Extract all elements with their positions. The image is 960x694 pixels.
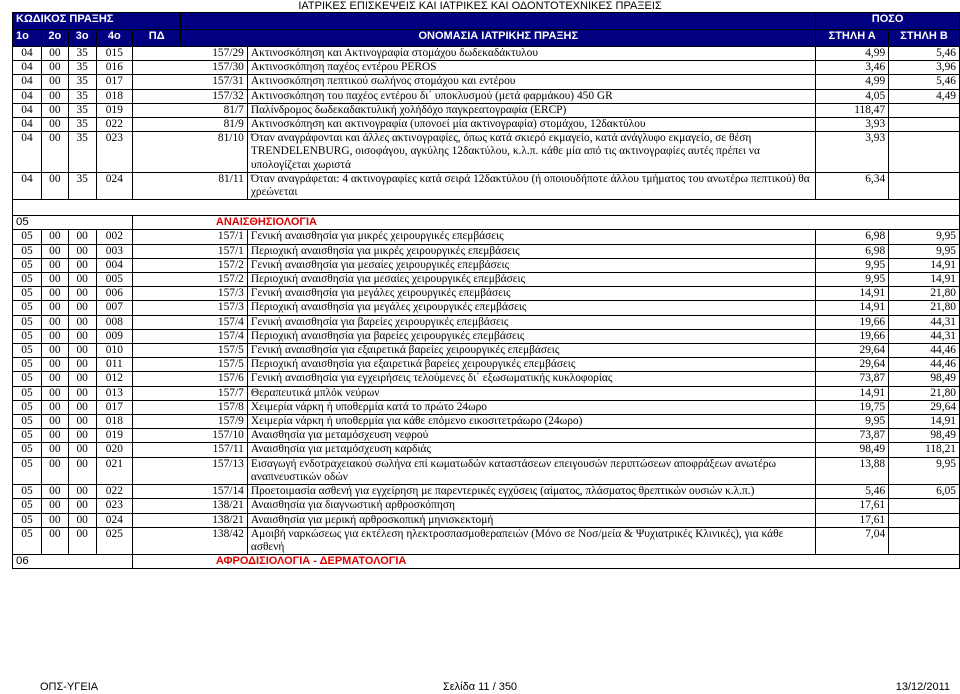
code-2-cell: 00 [41,485,68,499]
code-3-cell: 00 [68,485,96,499]
pd-reference-cell: 157/5 [133,358,248,372]
code-2-cell: 00 [41,315,68,329]
code-2-cell: 00 [41,358,68,372]
code-1-cell: 05 [13,513,42,527]
table-row [13,400,960,414]
table-row [13,499,960,513]
code-2-cell: 00 [41,386,68,400]
amount-a-cell: 9,95 [816,273,889,287]
code-group-header: ΚΩΔΙΚΟΣ ΠΡΑΞΗΣ [13,13,181,30]
table-row [13,429,960,443]
code-3-cell: 00 [68,344,96,358]
procedure-name-cell: Περιοχική αναισθησία για εξαιρετικά βαρείες χειρουργικές επεμβάσεις [247,358,815,372]
amount-a-cell: 9,95 [816,415,889,429]
code-2-cell: 00 [41,527,68,554]
procedures-table-sheet [12,12,960,665]
code-3-cell: 00 [68,499,96,513]
code-4-cell: 006 [96,287,132,301]
code-3-cell: 00 [68,329,96,343]
amount-b-cell: 9,95 [889,244,960,258]
column-header-b: ΣΤΗΛΗ Β [889,30,960,47]
column-header-2: 2ο [41,30,68,47]
code-4-cell: 003 [96,244,132,258]
pd-reference-cell: 157/4 [133,329,248,343]
procedure-name-cell: Ακτινοσκόπηση του παχέος εντέρου δι΄ υποκλυσμού (μετά φαρμάκου) 450 GR [247,89,815,103]
code-3-cell: 35 [68,132,96,173]
table-row [13,344,960,358]
code-4-cell: 024 [96,513,132,527]
column-header-4: 4ο [96,30,132,47]
amount-a-cell: 4,99 [816,47,889,61]
code-4-cell: 018 [96,415,132,429]
pd-reference-cell: 138/21 [133,513,248,527]
table-row [13,358,960,372]
procedure-name-cell: Ακτινοσκόπηση πεπτικού σωλήνος στομάχου και εντέρου [247,75,815,89]
code-4-cell: 025 [96,527,132,554]
amount-a-cell: 29,64 [816,344,889,358]
amount-b-cell: 44,46 [889,344,960,358]
procedure-name-cell: Γενική αναισθησία για μεγάλες χειρουργικές επεμβάσεις [247,287,815,301]
amount-group-header: ΠΟΣΟ [816,13,960,30]
code-2-cell: 00 [41,329,68,343]
table-row [13,244,960,258]
code-4-cell: 024 [96,172,132,199]
header-row-columns [13,30,960,47]
code-4-cell: 002 [96,230,132,244]
code-4-cell: 023 [96,132,132,173]
procedure-name-cell: Γενική αναισθησία για βαρείες χειρουργικές επεμβάσεις [247,315,815,329]
table-row [13,315,960,329]
code-2-cell: 00 [41,372,68,386]
pd-reference-cell: 157/2 [133,258,248,272]
pd-reference-cell: 157/30 [133,61,248,75]
amount-b-cell: 21,80 [889,386,960,400]
procedure-name-cell: Ακτινοσκόπηση παχέος εντέρου PEROS [247,61,815,75]
pd-reference-cell: 157/14 [133,485,248,499]
amount-a-cell: 17,61 [816,499,889,513]
code-2-cell: 00 [41,61,68,75]
code-2-cell: 00 [41,429,68,443]
code-3-cell: 35 [68,172,96,199]
code-4-cell: 017 [96,75,132,89]
section-code: 05 [13,216,133,230]
procedure-name-cell: Αναισθησία για μεταμόσχευση καρδιάς [247,443,815,457]
code-1-cell: 04 [13,61,42,75]
code-4-cell: 007 [96,301,132,315]
amount-b-cell: 98,49 [889,429,960,443]
section-title: ΑΦΡΟΔΙΣΙΟΛΟΓΙΑ - ΔΕΡΜΑΤΟΛΟΓΙΑ [181,555,960,569]
amount-b-cell: 44,31 [889,329,960,343]
code-1-cell: 05 [13,301,42,315]
section-row-06 [13,555,960,569]
amount-a-cell: 13,88 [816,457,889,484]
code-3-cell: 00 [68,315,96,329]
pd-reference-cell: 138/42 [133,527,248,554]
table-row [13,527,960,554]
pd-reference-cell: 157/13 [133,457,248,484]
table-row [13,329,960,343]
code-1-cell: 05 [13,415,42,429]
procedure-name-cell: Αναισθησία για μεταμόσχευση νεφρού [247,429,815,443]
amount-a-cell: 7,04 [816,527,889,554]
pd-reference-cell: 81/11 [133,172,248,199]
procedure-name-cell: Γενική αναισθησία για μεσαίες χειρουργικές επεμβάσεις [247,258,815,272]
code-3-cell: 00 [68,230,96,244]
code-3-cell: 00 [68,527,96,554]
procedure-name-cell: Ακτινοσκόπηση και ακτινογραφία (υπονοεί μία ακτινογραφία) στομάχου, 12δακτύλου [247,118,815,132]
footer-date: 13/12/2011 [895,681,950,693]
section-title: ΑΝΑΙΣΘΗΣΙΟΛΟΓΙΑ [181,216,960,230]
table-row [13,443,960,457]
table-row [13,230,960,244]
amount-b-cell: 5,46 [889,75,960,89]
code-1-cell: 05 [13,400,42,414]
procedure-name-cell: Αναισθησία για διαγνωστική αρθροσκόπηση [247,499,815,513]
amount-a-cell: 9,95 [816,258,889,272]
pd-reference-cell: 157/1 [133,230,248,244]
code-4-cell: 016 [96,61,132,75]
table-row [13,485,960,499]
amount-b-cell: 21,80 [889,301,960,315]
code-3-cell: 35 [68,103,96,117]
code-3-cell: 35 [68,75,96,89]
amount-a-cell: 6,98 [816,244,889,258]
amount-b-cell: 5,46 [889,47,960,61]
amount-a-cell: 3,93 [816,132,889,173]
code-1-cell: 05 [13,358,42,372]
procedures-table [12,12,960,569]
code-1-cell: 05 [13,372,42,386]
code-1-cell: 04 [13,172,42,199]
table-row [13,118,960,132]
code-2-cell: 00 [41,457,68,484]
code-2-cell: 00 [41,273,68,287]
code-4-cell: 004 [96,258,132,272]
code-3-cell: 00 [68,287,96,301]
section-05-rows [13,230,960,555]
table-row [13,47,960,61]
amount-b-cell: 14,91 [889,258,960,272]
code-2-cell: 00 [41,400,68,414]
code-3-cell: 00 [68,400,96,414]
amount-a-cell: 118,47 [816,103,889,117]
procedure-name-cell: Ακτινοσκόπηση και Ακτινογραφία στομάχου δωδεκαδάκτυλου [247,47,815,61]
code-2-cell: 00 [41,258,68,272]
code-4-cell: 013 [96,386,132,400]
code-3-cell: 00 [68,429,96,443]
code-3-cell: 00 [68,386,96,400]
pd-reference-cell: 157/3 [133,287,248,301]
amount-a-cell: 17,61 [816,513,889,527]
amount-b-cell: 44,46 [889,358,960,372]
code-3-cell: 35 [68,89,96,103]
amount-b-cell [889,132,960,173]
pd-reference-cell: 157/8 [133,400,248,414]
code-2-cell: 00 [41,118,68,132]
code-2-cell: 00 [41,499,68,513]
code-1-cell: 05 [13,344,42,358]
code-1-cell: 05 [13,386,42,400]
pd-reference-cell: 157/1 [133,244,248,258]
amount-a-cell: 6,34 [816,172,889,199]
code-1-cell: 04 [13,89,42,103]
table-row [13,89,960,103]
code-4-cell: 019 [96,103,132,117]
code-1-cell: 04 [13,103,42,117]
code-4-cell: 008 [96,315,132,329]
code-1-cell: 05 [13,329,42,343]
pd-reference-cell: 81/9 [133,118,248,132]
amount-b-cell [889,103,960,117]
code-3-cell: 00 [68,415,96,429]
table-row [13,457,960,484]
code-2-cell: 00 [41,287,68,301]
amount-a-cell: 6,98 [816,230,889,244]
table-row [13,75,960,89]
pd-reference-cell: 157/10 [133,429,248,443]
code-2-cell: 00 [41,75,68,89]
pd-reference-cell: 157/5 [133,344,248,358]
procedure-name-cell: Παλίνδρομος δωδεκαδακτυλική χολήδόχο παγκρεατογραφία (ERCP) [247,103,815,117]
pd-reference-cell: 157/32 [133,89,248,103]
table-row [13,61,960,75]
procedure-name-cell: Γενική αναισθησία για εγχειρήσεις τελούμενες δι΄ εξωσωματικής κυκλοφορίας [247,372,815,386]
code-2-cell: 00 [41,172,68,199]
header-row-top [13,13,960,30]
blank-row [13,200,960,216]
code-2-cell: 00 [41,89,68,103]
table-row [13,132,960,173]
code-4-cell: 019 [96,429,132,443]
code-1-cell: 05 [13,457,42,484]
amount-b-cell: 29,64 [889,400,960,414]
amount-a-cell: 98,49 [816,443,889,457]
table-row [13,386,960,400]
code-4-cell: 022 [96,485,132,499]
amount-b-cell [889,513,960,527]
amount-b-cell: 14,91 [889,415,960,429]
pd-reference-cell: 157/2 [133,273,248,287]
code-1-cell: 05 [13,499,42,513]
procedure-name-cell: Όταν αναγράφονται και άλλες ακτινογραφίες, όπως κατά σκιερό εκμαγείο, κατά ανάγλυφο εκμαγείο, σε θέση TRENDELENBURG, οισοφάγου, αγκύλης 12δακτύλου, κ.λ.π. κάθε μία από τις ακτινογραφίες αυτές πρέπει να υπολογίζεται χωριστά [247,132,815,173]
section-row-05 [13,216,960,230]
code-4-cell: 022 [96,118,132,132]
page-footer [0,680,960,694]
amount-b-cell: 14,91 [889,273,960,287]
code-2-cell: 00 [41,301,68,315]
code-2-cell: 00 [41,103,68,117]
code-4-cell: 021 [96,457,132,484]
column-header-3: 3ο [68,30,96,47]
code-1-cell: 05 [13,230,42,244]
amount-a-cell: 73,87 [816,372,889,386]
amount-a-cell: 3,46 [816,61,889,75]
amount-a-cell: 14,91 [816,287,889,301]
code-4-cell: 017 [96,400,132,414]
code-4-cell: 018 [96,89,132,103]
amount-b-cell [889,499,960,513]
table-row [13,372,960,386]
amount-b-cell [889,172,960,199]
code-4-cell: 009 [96,329,132,343]
code-3-cell: 00 [68,358,96,372]
code-2-cell: 00 [41,244,68,258]
code-3-cell: 00 [68,513,96,527]
code-2-cell: 00 [41,443,68,457]
code-3-cell: 00 [68,273,96,287]
pd-reference-cell: 157/31 [133,75,248,89]
table-row [13,415,960,429]
code-2-cell: 00 [41,132,68,173]
table-row [13,301,960,315]
amount-a-cell: 19,66 [816,315,889,329]
table-row [13,172,960,199]
code-4-cell: 005 [96,273,132,287]
code-2-cell: 00 [41,513,68,527]
code-4-cell: 023 [96,499,132,513]
section-04-rows [13,47,960,200]
code-3-cell: 00 [68,258,96,272]
procedure-name-cell: Όταν αναγράφεται: 4 ακτινογραφίες κατά σειρά 12δακτύλου (ή οποιουδήποτε άλλου τμήματος του ανωτέρω πεπτικού) θα χρεώνεται [247,172,815,199]
code-3-cell: 35 [68,47,96,61]
amount-a-cell: 3,93 [816,118,889,132]
code-3-cell: 35 [68,118,96,132]
code-3-cell: 00 [68,372,96,386]
table-row [13,513,960,527]
section-code: 06 [13,555,133,569]
pd-reference-cell: 81/10 [133,132,248,173]
amount-b-cell: 4,49 [889,89,960,103]
code-4-cell: 015 [96,47,132,61]
page-title: ΙΑΤΡΙΚΕΣ ΕΠΙΣΚΕΨΕΙΣ ΚΑΙ ΙΑΤΡΙΚΕΣ ΚΑΙ ΟΔΟΝΤΟΤΕΧΝΙΚΕΣ ΠΡΑΞΕΙΣ [298,0,662,12]
code-1-cell: 05 [13,315,42,329]
code-4-cell: 011 [96,358,132,372]
amount-b-cell: 6,05 [889,485,960,499]
table-row [13,258,960,272]
column-header-1: 1ο [13,30,42,47]
procedure-name-cell: Προετοιμασία ασθενή για εγχείρηση με παρεντερικές εγχύσεις (αίματος, πλάσματος θρεπτικών ουσιών κ.λ.π.) [247,485,815,499]
code-1-cell: 04 [13,47,42,61]
amount-b-cell: 3,96 [889,61,960,75]
amount-a-cell: 5,46 [816,485,889,499]
code-1-cell: 05 [13,258,42,272]
column-header-name: ΟΝΟΜΑΣΙΑ ΙΑΤΡΙΚΗΣ ΠΡΑΞΗΣ [181,30,816,47]
column-header-a: ΣΤΗΛΗ Α [816,30,889,47]
table-row [13,103,960,117]
table-row [13,273,960,287]
pd-reference-cell: 157/9 [133,415,248,429]
code-1-cell: 04 [13,75,42,89]
code-3-cell: 00 [68,244,96,258]
procedure-name-cell: Περιοχική αναισθησία για μικρές χειρουργικές επεμβάσεις [247,244,815,258]
code-1-cell: 05 [13,443,42,457]
procedure-name-cell: Γενική αναισθησία για εξαιρετικά βαρείες χειρουργικές επεμβάσεις [247,344,815,358]
amount-a-cell: 29,64 [816,358,889,372]
amount-b-cell: 118,21 [889,443,960,457]
code-2-cell: 00 [41,230,68,244]
footer-page-number: Σελίδα 11 / 350 [442,681,518,693]
code-1-cell: 04 [13,118,42,132]
code-1-cell: 05 [13,429,42,443]
column-header-pd: ΠΔ [133,30,181,47]
code-3-cell: 00 [68,457,96,484]
amount-a-cell: 19,66 [816,329,889,343]
procedure-name-cell: Αναισθησία για μερική αρθροσκοπική μηνισκεκτομή [247,513,815,527]
code-3-cell: 35 [68,61,96,75]
amount-b-cell: 44,31 [889,315,960,329]
procedure-name-cell: Γενική αναισθησία για μικρές χειρουργικές επεμβάσεις [247,230,815,244]
amount-a-cell: 14,91 [816,301,889,315]
code-1-cell: 05 [13,485,42,499]
pd-reference-cell: 157/3 [133,301,248,315]
procedure-name-cell: Αμοιβή ναρκώσεως για εκτέλεση ηλεκτροσπασμοθεραπειών (Μόνο σε Νοσ/μεία & Ψυχιατρικές Κλινικές), για κάθε ασθενή [247,527,815,554]
code-2-cell: 00 [41,344,68,358]
code-1-cell: 05 [13,527,42,554]
procedure-name-cell: Θεραπευτικά μπλόκ νεύρων [247,386,815,400]
amount-a-cell: 4,99 [816,75,889,89]
procedure-name-cell: Περιοχική αναισθησία για μεγάλες χειρουργικές επεμβάσεις [247,301,815,315]
amount-b-cell: 9,95 [889,230,960,244]
code-1-cell: 04 [13,132,42,173]
pd-reference-cell: 138/21 [133,499,248,513]
amount-a-cell: 14,91 [816,386,889,400]
code-2-cell: 00 [41,415,68,429]
amount-a-cell: 73,87 [816,429,889,443]
pd-reference-cell: 157/7 [133,386,248,400]
code-3-cell: 00 [68,443,96,457]
pd-reference-cell: 157/11 [133,443,248,457]
amount-b-cell: 9,95 [889,457,960,484]
code-3-cell: 00 [68,301,96,315]
pd-reference-cell: 157/4 [133,315,248,329]
procedure-name-cell: Εισαγωγή ενδοτραχειακού σωλήνα επί κωματωδών καταστάσεων επειγουσών περιπτώσεων αποφράξεων ανωτέρω αναπνευστικών οδών [247,457,815,484]
table-row [13,287,960,301]
amount-b-cell: 98,49 [889,372,960,386]
pd-reference-cell: 157/6 [133,372,248,386]
code-4-cell: 020 [96,443,132,457]
code-1-cell: 05 [13,273,42,287]
procedure-name-cell: Περιοχική αναισθησία για μεσαίες χειρουργικές επεμβάσεις [247,273,815,287]
code-2-cell: 00 [41,47,68,61]
code-1-cell: 05 [13,287,42,301]
amount-a-cell: 4,05 [816,89,889,103]
code-4-cell: 010 [96,344,132,358]
pd-reference-cell: 157/29 [133,47,248,61]
amount-a-cell: 19,75 [816,400,889,414]
amount-b-cell [889,527,960,554]
amount-b-cell [889,118,960,132]
code-4-cell: 012 [96,372,132,386]
code-1-cell: 05 [13,244,42,258]
procedure-name-cell: Χειμερία νάρκη ή υποθερμία κατά το πρώτο 24ωρο [247,400,815,414]
amount-b-cell: 21,80 [889,287,960,301]
procedure-name-cell: Χειμερία νάρκη ή υποθερμία για κάθε επόμενο εικοσιτετράωρο (24ωρο) [247,415,815,429]
procedure-name-cell: Περιοχική αναισθησία για βαρείες χειρουργικές επεμβάσεις [247,329,815,343]
footer-system-name: ΟΠΣ-ΥΓΕΙΑ [40,681,99,693]
pd-reference-cell: 81/7 [133,103,248,117]
